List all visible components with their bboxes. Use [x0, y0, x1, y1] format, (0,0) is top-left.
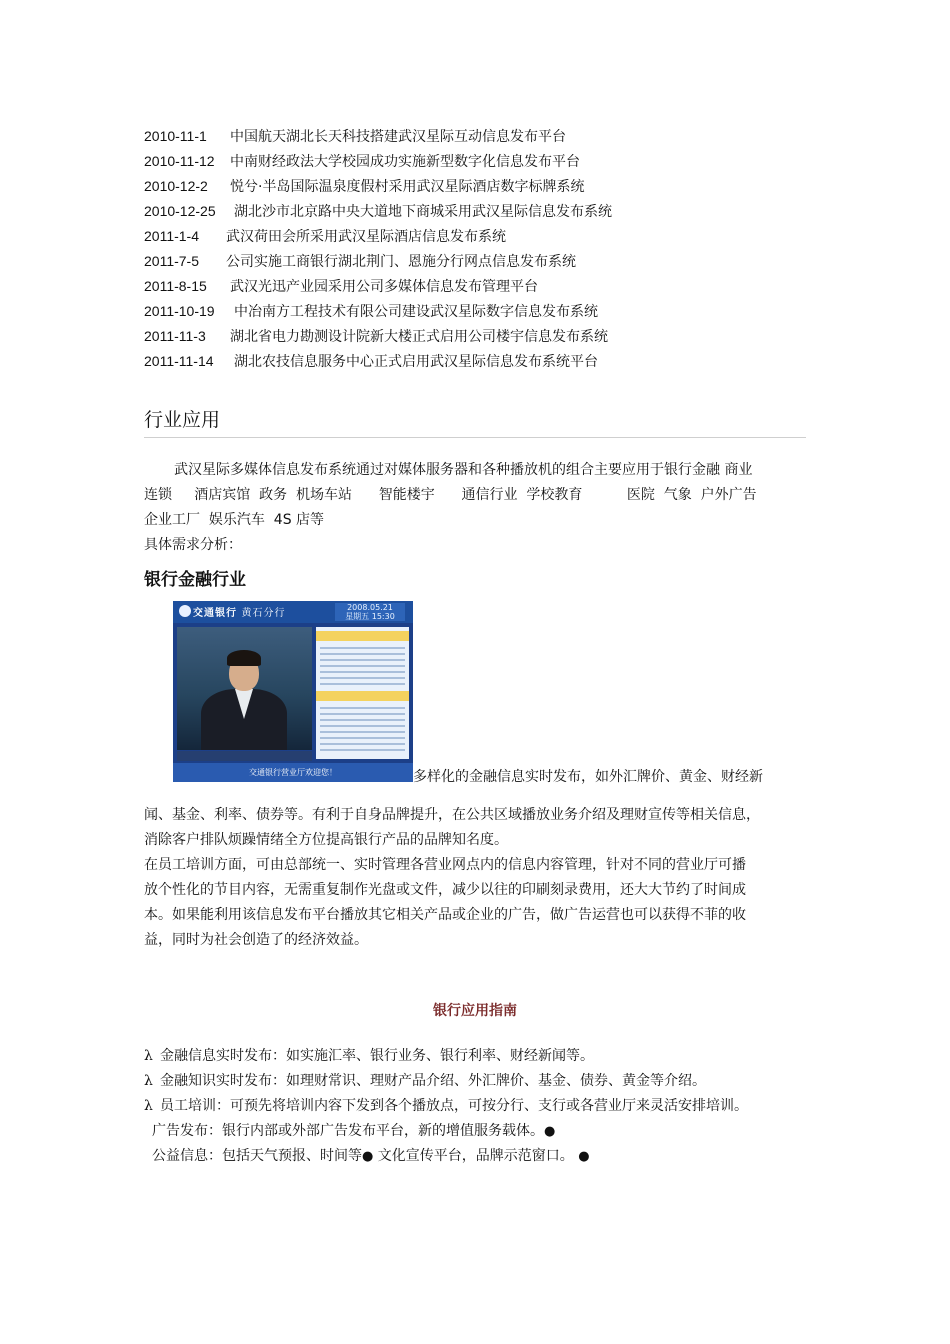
news-text: 湖北农技信息服务中心正式启用武汉星际信息发布系统平台	[234, 354, 598, 370]
bullet-dot-icon: ●	[578, 1149, 590, 1164]
bank-screen-image	[173, 601, 413, 782]
list-item	[144, 1119, 824, 1144]
news-item	[144, 149, 824, 174]
news-date: 2010-11-1	[144, 128, 207, 144]
funds-row	[320, 731, 405, 733]
news-anchor-video	[177, 627, 312, 750]
funds-row	[320, 707, 405, 709]
section-title: 行业应用	[144, 409, 221, 431]
news-date: 2011-11-14	[144, 353, 214, 369]
bullet-dot-icon: ●	[544, 1124, 556, 1139]
list-item-text: 金融知识实时发布：如理财常识、理财产品介绍、外汇牌价、基金、债券、黄金等介绍。	[160, 1073, 706, 1089]
news-text: 悦兮·半岛国际温泉度假村采用武汉星际酒店数字标牌系统	[230, 179, 585, 195]
intro-line: 连锁 酒店宾馆 政务 机场车站 智能楼宇 通信行业 学校教育 医院 气象 户外广告	[144, 487, 757, 503]
news-date: 2011-8-15	[144, 278, 207, 294]
news-item	[144, 274, 824, 299]
screen-brand: 交通银行 黄石分行	[193, 608, 286, 619]
news-item	[144, 324, 824, 349]
section-divider	[144, 437, 806, 438]
news-item	[144, 299, 824, 324]
bank-paragraph-2	[144, 853, 810, 953]
guide-title: 银行应用指南	[433, 1003, 517, 1019]
bank-section-title: 银行金融行业	[144, 570, 246, 590]
news-text: 中南财经政法大学校园成功实施新型数字化信息发布平台	[230, 154, 580, 170]
intro-line: 企业工厂 娱乐汽车 4S 店等	[144, 512, 325, 528]
lambda-bullet-icon: λ	[144, 1073, 153, 1089]
paragraph-line: 在员工培训方面，可由总部统一、实时管理各营业网点内的信息内容管理，针对不同的营业厅可播	[144, 857, 746, 873]
news-item	[144, 124, 824, 149]
paragraph-line: 放个性化的节目内容，无需重复制作光盘或文件，减少以往的印刷刻录费用，还大大节约了时间成	[144, 882, 746, 898]
funds-row	[320, 719, 405, 721]
news-date: 2011-7-5	[144, 253, 200, 269]
news-text: 湖北沙市北京路中央大道地下商城采用武汉星际信息发布系统	[234, 204, 612, 220]
rates-row	[320, 683, 405, 685]
news-item	[144, 174, 824, 199]
screen-ticker	[177, 751, 312, 761]
lambda-bullet-icon: λ	[144, 1048, 153, 1064]
lambda-bullet-icon: λ	[144, 1098, 153, 1114]
paragraph-line: 闻、基金、利率、债券等。有利于自身品牌提升，在公共区域播放业务介绍及理财宣传等相关信息，	[144, 807, 760, 823]
paragraph-line: 本。如果能利用该信息发布平台播放其它相关产品或企业的广告，做广告运营也可以获得不菲的收	[144, 907, 746, 923]
funds-row	[320, 749, 405, 751]
rates-row	[320, 659, 405, 661]
news-date: 2010-12-2	[144, 178, 208, 194]
list-item	[144, 1069, 824, 1094]
image-caption: 多样化的金融信息实时发布，如外汇牌价、黄金、财经新	[413, 769, 763, 785]
news-date: 2011-10-19	[144, 303, 215, 319]
list-item-text: 文化宣传平台，品牌示范窗口。	[377, 1148, 574, 1164]
screen-date: 2008.05.21 星期五 15:30	[335, 603, 405, 621]
list-item-text: 广告发布：银行内部或外部广告发布平台，新的增值服务载体。	[152, 1123, 544, 1139]
funds-row	[320, 725, 405, 727]
news-text: 湖北省电力勘测设计院新大楼正式启用公司楼宇信息发布系统	[230, 329, 608, 345]
bullet-dot-icon: ●	[362, 1149, 374, 1164]
news-item	[144, 349, 824, 374]
news-date: 2010-12-25	[144, 203, 216, 219]
rates-row	[320, 665, 405, 667]
list-item	[144, 1044, 824, 1069]
news-date: 2011-11-3	[144, 328, 206, 344]
anchor-hair	[227, 650, 261, 666]
news-text: 中国航天湖北长天科技搭建武汉星际互动信息发布平台	[230, 129, 566, 145]
news-text: 公司实施工商银行湖北荆门、恩施分行网点信息发布系统	[226, 254, 576, 270]
funds-panel-header	[316, 691, 409, 701]
news-text: 中冶南方工程技术有限公司建设武汉星际数字信息发布系统	[234, 304, 598, 320]
intro-paragraph	[144, 458, 808, 558]
intro-line: 武汉星际多媒体信息发布系统通过对媒体服务器和各种播放机的组合主要应用于银行金融 商业	[174, 462, 753, 478]
bank-paragraph-1	[144, 803, 810, 853]
news-text: 武汉光迅产业园采用公司多媒体信息发布管理平台	[230, 279, 538, 295]
list-item	[144, 1144, 824, 1169]
news-item	[144, 199, 824, 224]
list-item-text: 金融信息实时发布：如实施汇率、银行业务、银行利率、财经新闻等。	[160, 1048, 594, 1064]
funds-row	[320, 737, 405, 739]
screen-footer: 交通银行营业厅欢迎您！	[173, 763, 413, 782]
news-date: 2011-1-4	[144, 228, 200, 244]
list-item-text: 公益信息：包括天气预报、时间等	[152, 1148, 362, 1164]
intro-line: 具体需求分析：	[144, 537, 242, 553]
rates-row	[320, 647, 405, 649]
funds-row	[320, 713, 405, 715]
paragraph-line: 消除客户排队烦躁情绪全方位提高银行产品的品牌知名度。	[144, 832, 508, 848]
rates-row	[320, 677, 405, 679]
screen-header	[173, 601, 413, 623]
paragraph-line: 益，同时为社会创造了的经济效益。	[144, 932, 368, 948]
news-date: 2010-11-12	[144, 153, 215, 169]
list-item	[144, 1094, 824, 1119]
news-item	[144, 249, 824, 274]
rates-panel	[316, 627, 409, 759]
funds-row	[320, 743, 405, 745]
news-list	[144, 124, 824, 374]
news-text: 武汉荷田会所采用武汉星际酒店信息发布系统	[226, 229, 506, 245]
bank-logo-icon	[179, 605, 191, 617]
rates-panel-header	[316, 631, 409, 641]
rates-row	[320, 653, 405, 655]
news-item	[144, 224, 824, 249]
rates-row	[320, 671, 405, 673]
guide-list	[144, 1044, 824, 1169]
list-item-text: 员工培训：可预先将培训内容下发到各个播放点，可按分行、支行或各营业厅来灵活安排培训。	[160, 1098, 748, 1114]
